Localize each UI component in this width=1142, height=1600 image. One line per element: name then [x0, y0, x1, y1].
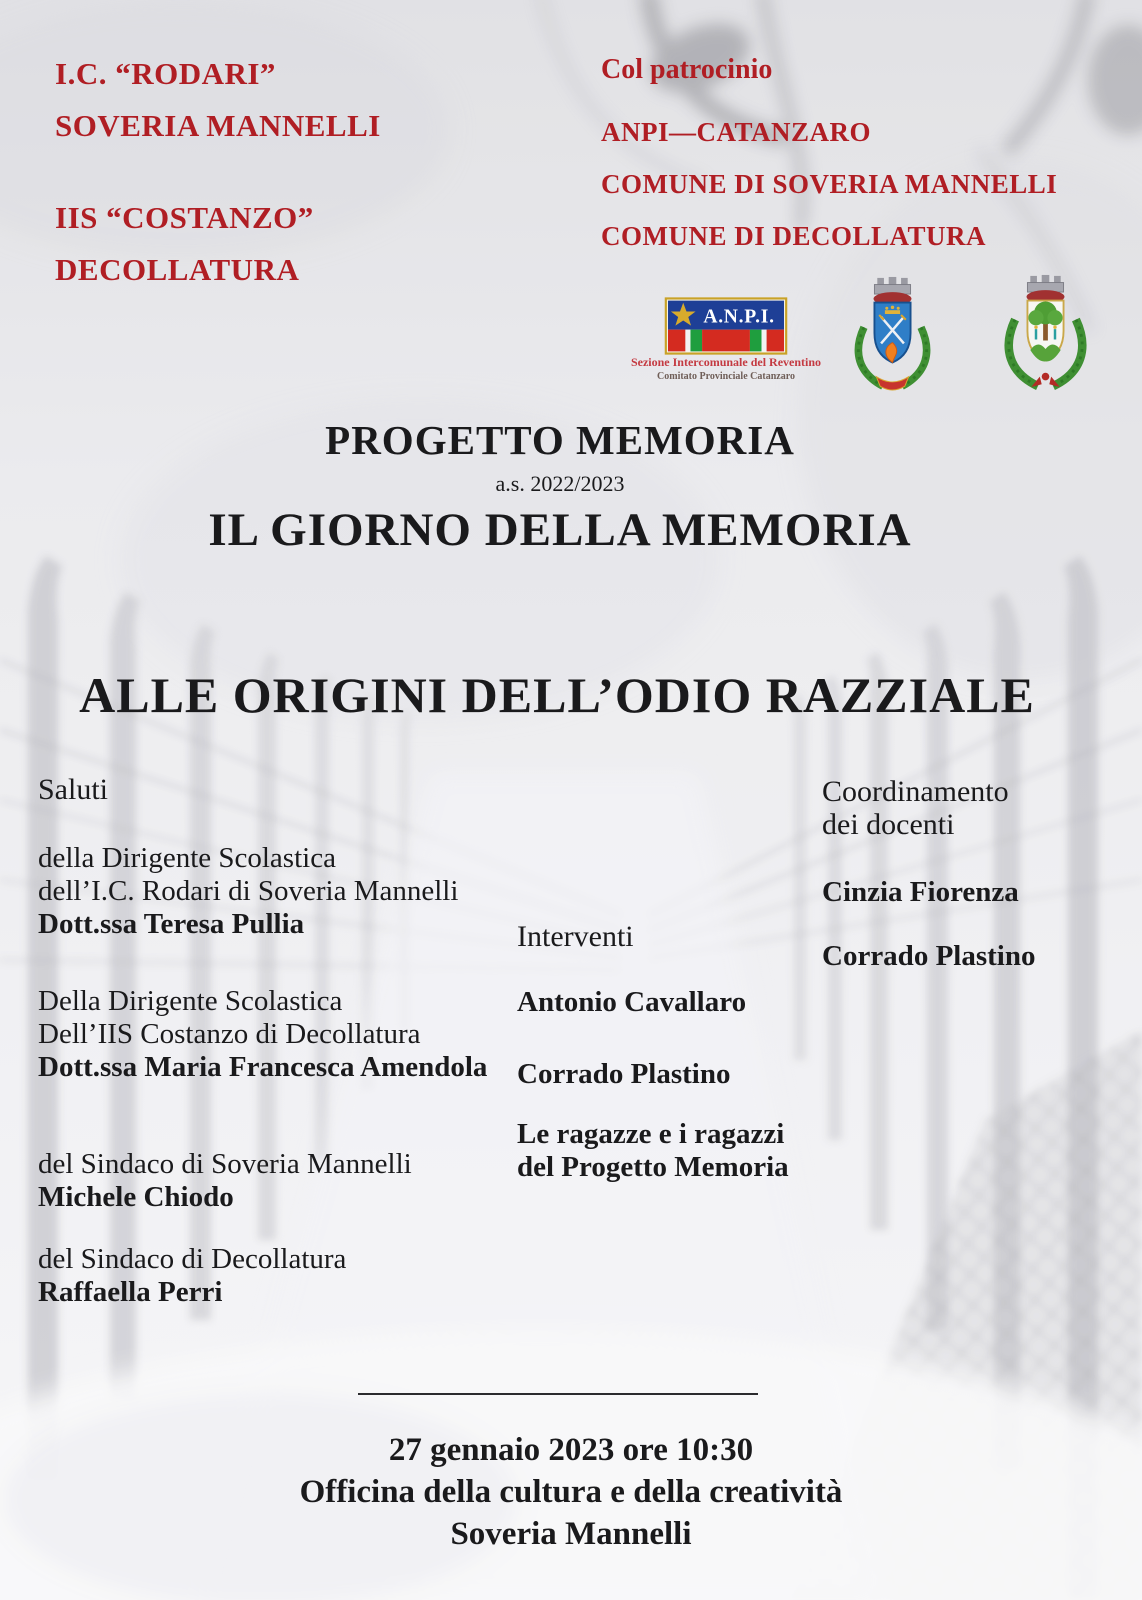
ribbon-bow [1031, 373, 1060, 387]
organizer-line: DECOLLATURA [55, 252, 300, 287]
project-title: PROGETTO MEMORIA [325, 417, 795, 463]
organizer-line: IIS “COSTANZO” [55, 200, 314, 235]
anpi-tricolor-ribbon [668, 330, 784, 352]
coat-of-arms-soveria-mannelli [845, 272, 940, 394]
mural-crown-icon [1027, 275, 1065, 304]
saluti-role-line: dell’I.C. Rodari di Soveria Mannelli [38, 875, 459, 907]
interventi-speaker-line: del Progetto Memoria [517, 1151, 789, 1183]
interventi-speaker: Antonio Cavallaro [517, 986, 747, 1018]
patronage-item: COMUNE DI DECOLLATURA [601, 221, 987, 251]
organizer-line: SOVERIA MANNELLI [55, 108, 381, 143]
saluti-role-line: della Dirigente Scolastica [38, 842, 336, 874]
footer-divider [358, 1393, 758, 1395]
patronage-list [601, 106, 1057, 262]
saluti-role-line: del Sindaco di Soveria Mannelli [38, 1148, 412, 1180]
saluti-person-name: Raffaella Perri [38, 1276, 223, 1308]
interventi-speaker-line: Le ragazze e i ragazzi [517, 1118, 785, 1150]
anpi-logo [664, 297, 788, 355]
organizer-schools-bottom [55, 192, 314, 296]
saluti-entry [38, 1243, 346, 1309]
anpi-caption-committee: Comitato Provinciale Catanzaro [657, 371, 795, 382]
interventi-speaker: Corrado Plastino [517, 1058, 731, 1090]
saluti-entry [38, 985, 487, 1084]
event-title: IL GIORNO DELLA MEMORIA [208, 504, 912, 556]
patronage-item: COMUNE DI SOVERIA MANNELLI [601, 169, 1058, 199]
event-venue: Officina della cultura e della creatività [299, 1474, 843, 1510]
saluti-person-name: Dott.ssa Maria Francesca Amendola [38, 1051, 488, 1083]
event-city: Soveria Mannelli [450, 1516, 692, 1552]
main-title: ALLE ORIGINI DELL’ODIO RAZZIALE [79, 667, 1035, 723]
organizer-line: I.C. “RODARI” [55, 56, 276, 91]
anpi-acronym: A.N.P.I. [703, 306, 775, 328]
organizer-schools-top [55, 48, 381, 152]
saluti-entry [38, 842, 458, 941]
saluti-role-line: del Sindaco di Decollatura [38, 1243, 347, 1275]
patronage-item: ANPI—CATANZARO [601, 117, 871, 147]
coordinamento-name: Corrado Plastino [822, 940, 1036, 972]
saluti-role-line: Dell’IIS Costanzo di Decollatura [38, 1018, 421, 1050]
coat-of-arms-decollatura [998, 268, 1093, 394]
school-year: a.s. 2022/2023 [495, 471, 625, 496]
event-datetime: 27 gennaio 2023 ore 10:30 [388, 1432, 754, 1468]
saluti-person-name: Dott.ssa Teresa Pullia [38, 908, 305, 940]
coordinamento-heading [822, 775, 1009, 841]
interventi-speaker [517, 1118, 789, 1184]
interventi-heading: Interventi [517, 920, 634, 953]
coordinamento-heading-line: dei docenti [822, 808, 955, 841]
saluti-person-name: Michele Chiodo [38, 1181, 234, 1213]
mural-crown-icon [874, 277, 912, 306]
saluti-heading: Saluti [38, 773, 109, 806]
coordinamento-heading-line: Coordinamento [822, 775, 1009, 808]
patronage-heading: Col patrocinio [601, 54, 773, 85]
saluti-entry [38, 1148, 412, 1214]
saluti-role-line: Della Dirigente Scolastica [38, 985, 343, 1017]
anpi-caption-section: Sezione Intercomunale del Reventino [630, 355, 822, 369]
coordinamento-name: Cinzia Fiorenza [822, 876, 1019, 908]
